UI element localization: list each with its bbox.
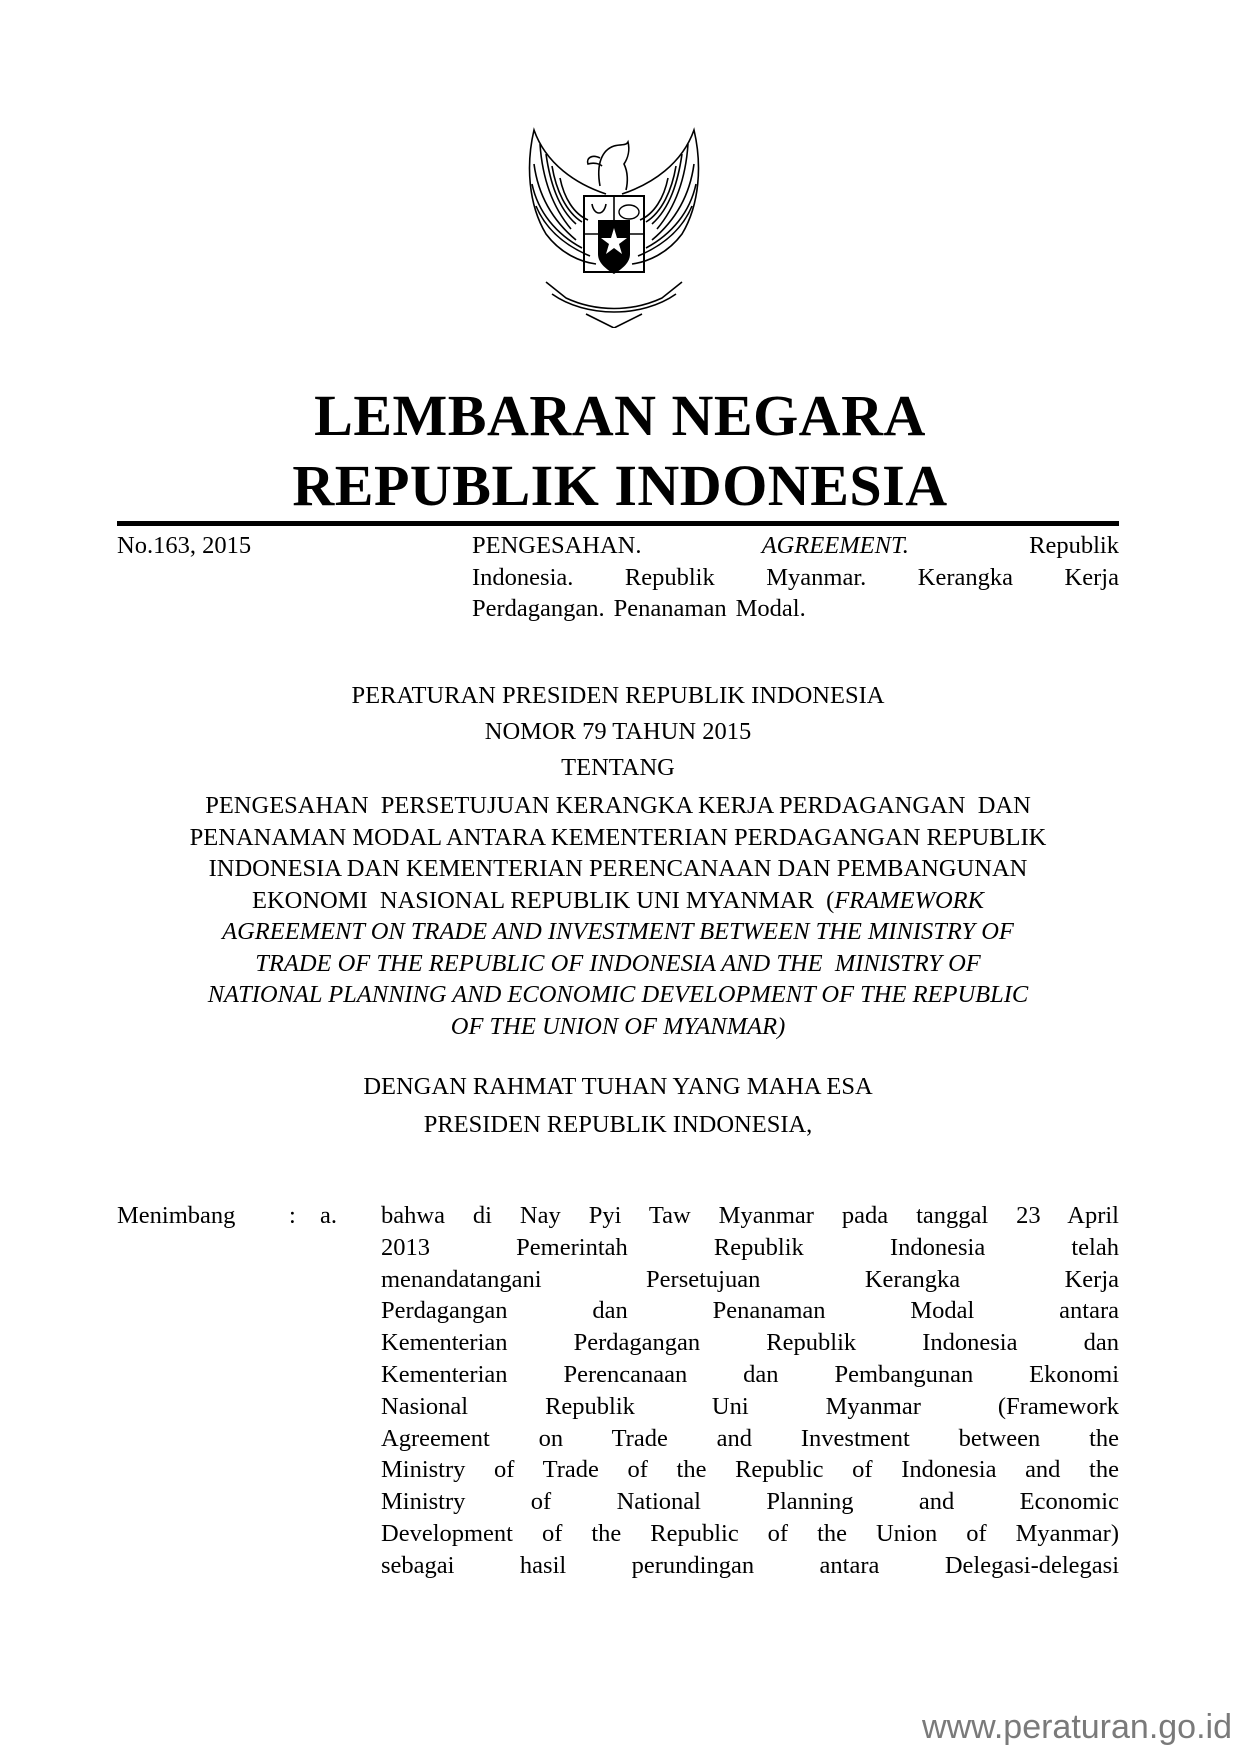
long-title-line: TRADE OF THE REPUBLIC OF INDONESIA AND THE MINISTRY OF	[255, 949, 981, 977]
subject-word: Republik	[1029, 532, 1119, 559]
regulation-title	[117, 680, 1119, 788]
item-line-text: Kementerian Perencanaan dan Pembangunan Ekonomi	[381, 1360, 1119, 1388]
subject-word: Penanaman	[613, 595, 727, 622]
item-line-text: Ministry of Trade of the Republic of Indonesia and the	[381, 1456, 1119, 1484]
opening-line-1: DENGAN RAHMAT TUHAN YANG MAHA ESA	[363, 1073, 873, 1100]
item-line-text: bahwa di Nay Pyi Taw Myanmar pada tanggal 23 April	[381, 1202, 1119, 1229]
long-title-line: PENANAMAN MODAL ANTARA KEMENTERIAN PERDAGANGAN REPUBLIK	[189, 823, 1047, 851]
item-line	[381, 1454, 1119, 1486]
masthead-title-line2: REPUBLIK INDONESIA	[292, 453, 948, 518]
garuda-pancasila-emblem-icon	[516, 124, 712, 328]
item-line	[381, 1359, 1119, 1391]
opening-line-2: PRESIDEN REPUBLIK INDONESIA,	[423, 1111, 813, 1138]
subject-word: Modal.	[735, 595, 806, 622]
subject-word: Kerangka	[917, 563, 1014, 591]
item-line-text: Ministry of National Planning and Economic	[381, 1488, 1119, 1516]
item-line	[381, 1327, 1119, 1359]
item-line	[381, 1391, 1119, 1423]
item-line-text: menandatangani Persetujuan Kerangka Kerja	[381, 1265, 1119, 1293]
subject-word: PENGESAHAN.	[472, 532, 642, 559]
long-title-line: OF THE UNION OF MYANMAR)	[450, 1012, 786, 1040]
issue-number: No.163, 2015	[117, 532, 252, 559]
long-title-plain: EKONOMI NASIONAL REPUBLIK UNI MYANMAR (	[251, 886, 835, 914]
subject-word: Republik	[624, 563, 715, 591]
footer-website-url: www.peraturan.go.id	[922, 1708, 1232, 1746]
item-line-text: Perdagangan dan Penanaman Modal antara	[381, 1297, 1119, 1325]
regulation-long-title	[117, 790, 1119, 1042]
item-line-text: Development of the Republic of the Union of Myanmar)	[381, 1519, 1119, 1547]
item-line	[381, 1200, 1119, 1232]
item-line	[381, 1486, 1119, 1518]
item-line-text: Agreement on Trade and Investment between the	[381, 1424, 1119, 1452]
item-line-text: 2013 Pemerintah Republik Indonesia telah	[381, 1233, 1119, 1261]
masthead-title-line1: LEMBARAN NEGARA	[314, 383, 926, 448]
regulation-number: NOMOR 79 TAHUN 2015	[484, 718, 752, 745]
long-title-line: AGREEMENT ON TRADE AND INVESTMENT BETWEEN THE MINISTRY OF	[222, 918, 1014, 945]
item-line-text: Kementerian Perdagangan Republik Indonesia dan	[381, 1329, 1119, 1357]
regulation-type: PERATURAN PRESIDEN REPUBLIK INDONESIA	[351, 682, 885, 709]
long-title-line	[117, 885, 1119, 917]
subject-word-italic: AGREEMENT.	[761, 532, 909, 559]
item-line	[381, 1264, 1119, 1296]
long-title-italic: FRAMEWORK	[834, 886, 984, 914]
issue-subject	[472, 530, 1119, 625]
long-title-line: INDONESIA DAN KEMENTERIAN PERENCANAAN DAN PEMBANGUNAN	[208, 855, 1028, 882]
item-line	[381, 1550, 1119, 1582]
item-line-text: sebagai hasil perundingan antara Delegasi-delegasi	[381, 1551, 1119, 1579]
menimbang-colon: :	[289, 1202, 296, 1229]
item-line	[381, 1232, 1119, 1264]
item-line	[381, 1518, 1119, 1550]
long-title-line: PENGESAHAN PERSETUJUAN KERANGKA KERJA PERDAGANGAN DAN	[205, 792, 1031, 819]
menimbang-item-text	[381, 1200, 1119, 1582]
masthead-divider	[117, 521, 1119, 526]
long-title-line: NATIONAL PLANNING AND ECONOMIC DEVELOPMENT OF THE REPUBLIC	[207, 981, 1029, 1008]
item-line-text: Nasional Republik Uni Myanmar (Framework	[381, 1392, 1119, 1420]
item-line	[381, 1295, 1119, 1327]
subject-word: Myanmar.	[766, 563, 867, 591]
opening-formula	[117, 1068, 1119, 1144]
item-line	[381, 1423, 1119, 1455]
subject-word: Indonesia.	[472, 563, 574, 591]
subject-word: Perdagangan.	[472, 595, 605, 622]
menimbang-item-letter: a.	[320, 1202, 337, 1229]
menimbang-label: Menimbang	[117, 1202, 236, 1229]
regulation-tentang: TENTANG	[561, 754, 675, 781]
subject-word: Kerja	[1064, 563, 1119, 591]
